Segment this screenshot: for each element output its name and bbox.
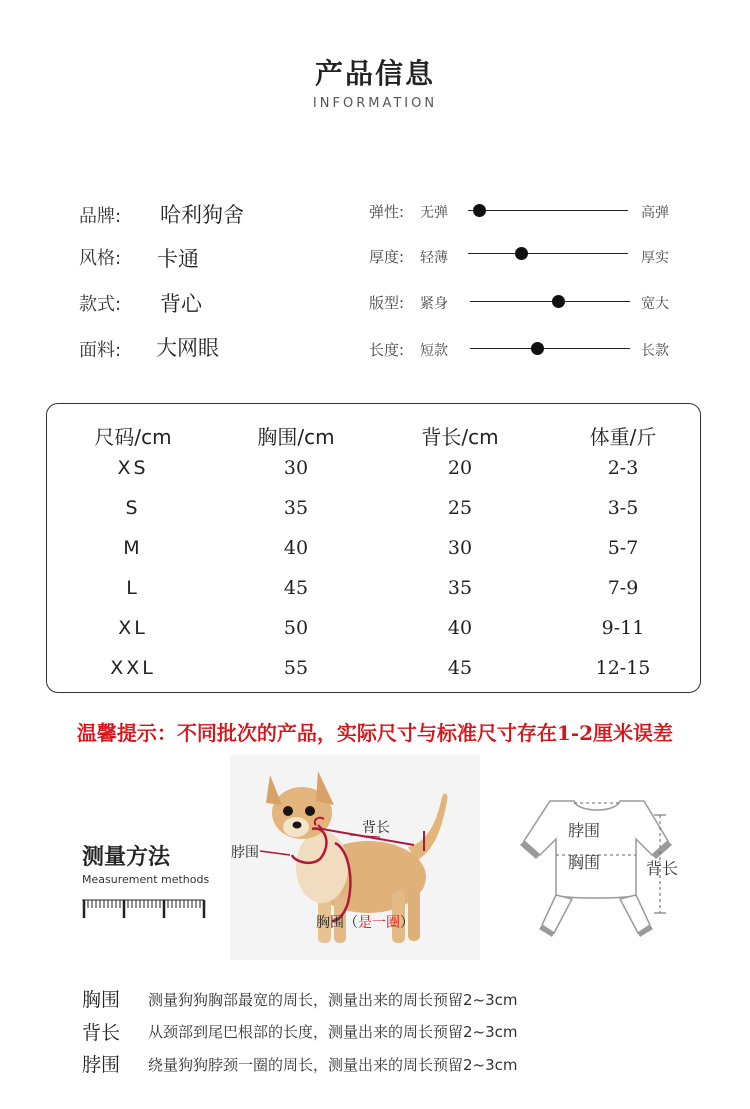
scale-marker	[515, 247, 528, 260]
scale-label: 厚度:	[369, 248, 405, 266]
attr-label-brand: 品牌:	[79, 206, 122, 227]
dog-nose	[293, 822, 302, 829]
size-cell: XL	[118, 617, 148, 639]
garment-neck-label: 脖围	[568, 821, 601, 840]
size-column-header: 尺码/cm	[94, 425, 172, 449]
scale-high-label: 长款	[641, 343, 669, 359]
dog-back-label: 背长	[362, 820, 390, 836]
back-cell: 45	[447, 657, 473, 679]
weight-column-header: 体重/斤	[589, 425, 657, 449]
back-cell: 40	[447, 617, 473, 639]
chest-cell: 40	[283, 537, 309, 559]
note-term-chest: 胸围	[82, 989, 121, 1011]
scale-marker	[552, 295, 565, 308]
scale-label: 长度:	[369, 341, 405, 359]
scale-track	[468, 210, 628, 211]
scale-high-label: 高弹	[641, 205, 669, 221]
warning-notice: 温馨提示：不同批次的产品，实际尺寸与标准尺寸存在1-2厘米误差	[76, 721, 674, 745]
note-term-neck: 脖围	[82, 1054, 121, 1076]
measure-subtitle: Measurement methods	[82, 873, 210, 886]
back-cell: 25	[447, 497, 473, 519]
page-subtitle: INFORMATION	[312, 96, 438, 111]
size-cell: L	[126, 577, 140, 599]
garment-leg	[542, 895, 572, 933]
scale-low-label: 无弹	[420, 205, 448, 221]
scale-track	[470, 301, 630, 302]
garment-back-label: 背长	[646, 859, 679, 878]
dog-chest-label	[316, 912, 414, 932]
scale-track	[468, 253, 628, 254]
size-cell: XS	[117, 457, 149, 479]
garment-leg	[620, 895, 650, 933]
weight-cell: 2-3	[607, 457, 639, 479]
weight-cell: 12-15	[595, 657, 651, 679]
chest-cell: 35	[283, 497, 309, 519]
measure-title: 测量方法	[82, 845, 171, 870]
attr-value-fabric: 大网眼	[156, 336, 219, 360]
ruler-icon	[82, 894, 207, 920]
note-desc-neck: 绕量狗狗脖颈一圈的周长，测量出来的周长预留2~3cm	[148, 1056, 518, 1074]
weight-cell: 9-11	[601, 617, 645, 639]
scale-high-label: 厚实	[641, 250, 669, 266]
size-cell: XXL	[110, 657, 156, 679]
attr-label-type: 款式:	[79, 294, 122, 315]
note-term-back: 背长	[82, 1022, 121, 1044]
garment-chest-label: 胸围	[568, 853, 601, 872]
scale-marker	[473, 204, 486, 217]
scale-high-label: 宽大	[641, 296, 669, 312]
size-cell: S	[125, 497, 141, 519]
dog-eye	[283, 806, 293, 816]
scale-track	[470, 348, 630, 349]
weight-cell: 3-5	[607, 497, 639, 519]
dog-chest-label-text: 胸围（	[316, 915, 358, 931]
scale-label: 弹性:	[369, 203, 405, 221]
back-column-header: 背长/cm	[421, 425, 499, 449]
note-desc-back: 从颈部到尾巴根部的长度，测量出来的周长预留2~3cm	[148, 1023, 518, 1041]
dog-chest-label-close: ）	[400, 915, 414, 931]
dog-chest	[296, 831, 348, 903]
scale-low-label: 短款	[420, 343, 448, 359]
scale-low-label: 紧身	[420, 296, 448, 312]
scale-label: 版型:	[369, 294, 405, 312]
chest-cell: 55	[283, 657, 309, 679]
page-title: 产品信息	[314, 57, 435, 90]
back-cell: 30	[447, 537, 473, 559]
chest-cell: 50	[283, 617, 309, 639]
chest-column-header: 胸围/cm	[257, 425, 335, 449]
weight-cell: 5-7	[607, 537, 639, 559]
scale-low-label: 轻薄	[420, 250, 448, 266]
chest-cell: 45	[283, 577, 309, 599]
dog-chest-label-note: 是一圈	[358, 915, 400, 931]
attr-value-type: 背心	[160, 292, 202, 316]
chest-cell: 30	[283, 457, 309, 479]
attr-label-style: 风格:	[79, 248, 122, 269]
attr-value-style: 卡通	[157, 247, 199, 271]
back-cell: 35	[447, 577, 473, 599]
back-cell: 20	[447, 457, 473, 479]
weight-cell: 7-9	[607, 577, 639, 599]
attr-label-fabric: 面料:	[79, 340, 122, 361]
attr-value-brand: 哈利狗舍	[160, 203, 244, 227]
dog-eye	[305, 806, 315, 816]
note-desc-chest: 测量狗狗胸部最宽的周长，测量出来的周长预留2~3cm	[148, 991, 518, 1009]
size-cell: M	[123, 537, 143, 559]
dog-neck-label: 脖围	[231, 845, 259, 861]
scale-marker	[531, 342, 544, 355]
